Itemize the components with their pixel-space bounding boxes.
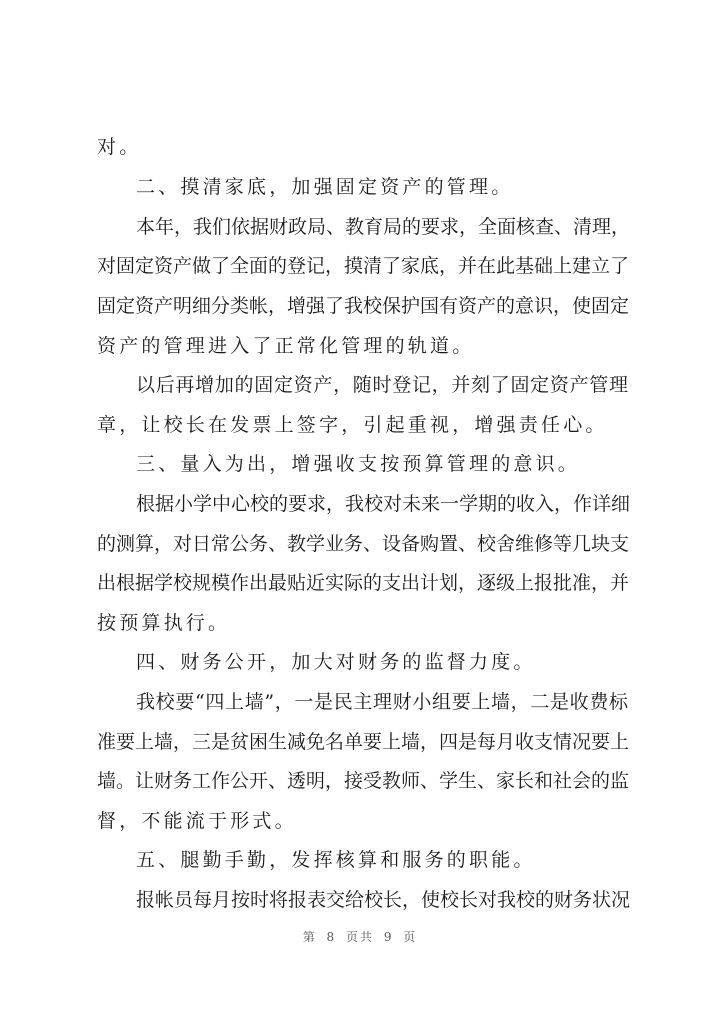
- text-line: 对。: [97, 136, 142, 158]
- text-line: 本年，我们依据财政局、教育局的要求，全面核查、清理，: [136, 216, 631, 238]
- text-line: 根据小学中心校的要求，我校对未来一学期的收入，作详细: [136, 493, 631, 515]
- text-line: 固定资产明细分类帐，增强了我校保护国有资产的意识，使固定: [97, 295, 630, 317]
- text-line: 报帐员每月按时将报表交给校长，使校长对我校的财务状况: [136, 889, 631, 911]
- text-line: 的测算，对日常公务、教学业务、设备购置、校舍维修等几块支: [97, 533, 630, 555]
- text-line: 资产的管理进入了正常化管理的轨道。: [97, 335, 475, 357]
- section-heading: 三、量入为出，增强收支按预算管理的意识。: [136, 453, 581, 475]
- text-line: 出根据学校规模作出最贴近实际的支出计划，逐级上报批准，并: [97, 572, 630, 594]
- text-line: 按预算执行。: [97, 612, 231, 634]
- section-heading: 二、摸清家底，加强固定资产的管理。: [136, 176, 514, 198]
- text-line: 章，让校长在发票上签字，引起重视，增强责任心。: [97, 414, 608, 436]
- text-line: 对固定资产做了全面的登记，摸清了家底，并在此基础上建立了: [97, 255, 630, 277]
- text-line: 准要上墙，三是贫困生减免名单要上墙，四是每月收支情况要上: [97, 731, 630, 753]
- section-heading: 四、财务公开，加大对财务的监督力度。: [136, 651, 536, 673]
- text-line: 以后再增加的固定资产，随时登记，并刻了固定资产管理: [136, 374, 628, 396]
- text-line: 我校要“四上墙”，一是民主理财小组要上墙，二是收费标: [136, 691, 628, 713]
- text-line: 墙。让财务工作公开、透明，接受教师、学生、家长和社会的监: [97, 770, 630, 792]
- text-line: 督，不能流于形式。: [97, 810, 297, 832]
- page-number-footer: 第 8 页共 9 页: [302, 930, 418, 944]
- section-heading: 五、腿勤手勤，发挥核算和服务的职能。: [136, 849, 536, 871]
